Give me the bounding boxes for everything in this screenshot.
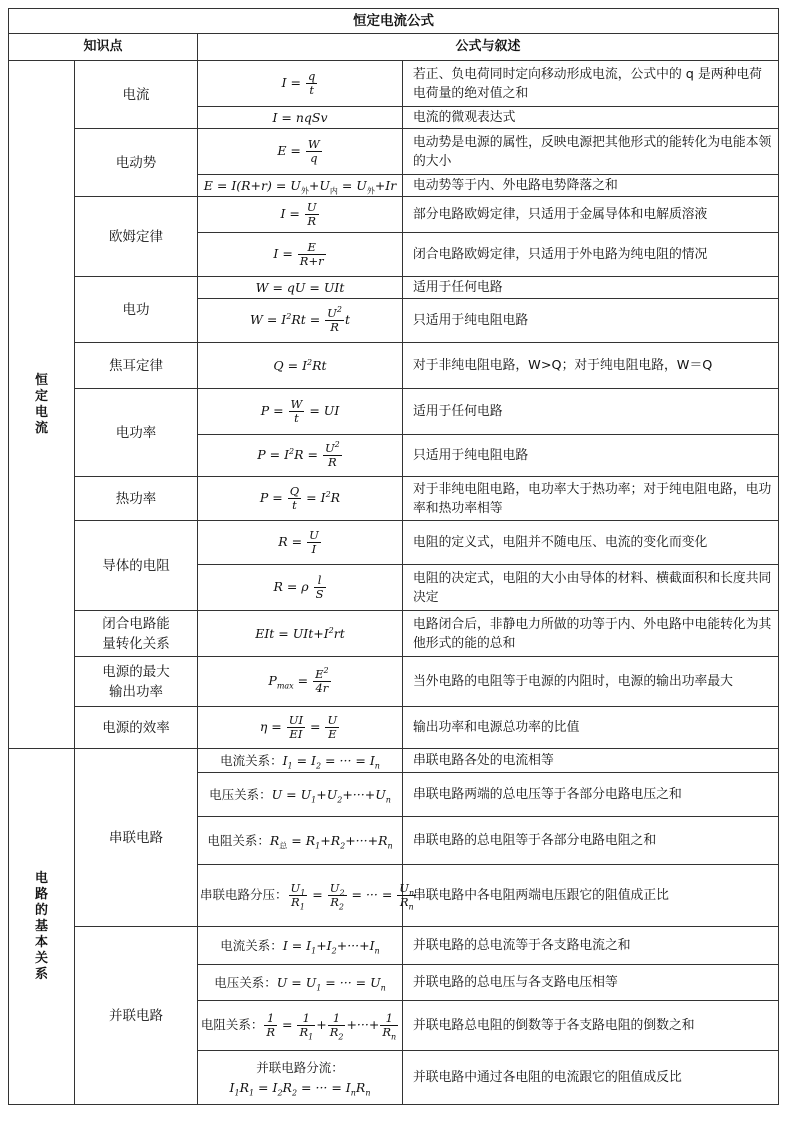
description: 电动势是电源的属性，反映电源把其他形式的能转化为电能本领的大小 [403,129,779,175]
description: 电阻的决定式，电阻的大小由导体的材料、横截面积和长度共同决定 [403,565,779,611]
description: 对于非纯电阻电路，W>Q；对于纯电阻电路，W＝Q [403,343,779,389]
formula: 电流关系：$I = I_1+I_2+\cdot\cdot\cdot+I_n$ [198,927,403,965]
topic-power: 电功率 [75,389,198,477]
table-row [9,707,779,749]
description: 串联电路两端的总电压等于各部分电路电压之和 [403,773,779,817]
formula: EIt = $UIt+I^2rt$ [198,611,403,657]
topic-series-circuit: 串联电路 [75,749,198,927]
formula: I = $\frac{q}{t}$ [198,61,403,107]
formula-sheet [8,8,778,1105]
formula: 电压关系：$U = U_1$ = ··· = $U_n$ [198,965,403,1001]
table-row [9,389,779,435]
formula: 电阻关系：$R_总 = R_1+R_2+\cdot\cdot\cdot+R_n$ [198,817,403,865]
formula: 电阻关系： $\frac{1}{R}$ = $\frac{1}{R_1}$ + $\frac{1}{R_2}$ +···+ $\frac{1}{R_n}$ [198,1001,403,1051]
formula: W = qU = UIt [198,277,403,299]
description: 串联电路各处的电流相等 [403,749,779,773]
description: 并联电路中通过各电阻的电流跟它的阻值成反比 [403,1051,779,1105]
formula: I = $\frac{U}{R}$ [198,197,403,233]
topic-parallel-circuit: 并联电路 [75,927,198,1105]
formula: I = $\frac{E}{R+r}$ [198,233,403,277]
description: 部分电路欧姆定律，只适用于金属导体和电解质溶液 [403,197,779,233]
formula: P = $\frac{W}{t}$ = UI [198,389,403,435]
group-label-basic-relations: 电 路 的 基 本 关 系 [9,749,75,1105]
description: 适用于任何电路 [403,389,779,435]
description: 若正、负电荷同时定向移动形成电流，公式中的 q 是两种电荷电荷量的绝对值之和 [403,61,779,107]
table-row [9,343,779,389]
description: 适用于任何电路 [403,277,779,299]
description: 并联电路总电阻的倒数等于各支路电阻的倒数之和 [403,1001,779,1051]
group-label-constant-current: 恒 定 电 流 [9,61,75,749]
formula: $P_{max}$ = $\frac{E^2}{4r}$ [198,657,403,707]
topic-closed-circuit-energy: 闭合电路能 量转化关系 [75,611,198,657]
formula: $E = I(R+r) = U_外+U_内 = U_外+Ir$ [198,175,403,197]
table-row [9,61,779,107]
formula: R = ρ $\frac{l}{S}$ [198,565,403,611]
formula: E = $\frac{W}{q}$ [198,129,403,175]
formula: 电压关系：$U = U_1+U_2+\cdot\cdot\cdot+U_n$ [198,773,403,817]
description: 输出功率和电源总功率的比值 [403,707,779,749]
topic-resistance: 导体的电阻 [75,521,198,611]
topic-heat-power: 热功率 [75,477,198,521]
description: 串联电路中各电阻两端电压跟它的阻值成正比 [403,865,779,927]
description: 只适用于纯电阻电路 [403,435,779,477]
formula: P = $\frac{Q}{t}$ = $I^2R$ [198,477,403,521]
topic-emf: 电动势 [75,129,198,197]
description: 只适用于纯电阻电路 [403,299,779,343]
topic-work: 电功 [75,277,198,343]
topic-max-output-power: 电源的最大 输出功率 [75,657,198,707]
table-row [9,657,779,707]
description: 并联电路的总电流等于各支路电流之和 [403,927,779,965]
topic-ohm-law: 欧姆定律 [75,197,198,277]
table-row [9,129,779,175]
table-row [9,749,779,773]
topic-joule-law: 焦耳定律 [75,343,198,389]
description: 对于非纯电阻电路，电功率大于热功率；对于纯电阻电路，电功率和热功率相等 [403,477,779,521]
table-title: 恒定电流公式 [9,9,779,34]
formula: 并联电路分流： $I_1R_1 = I_2R_2$ = ··· = $I_nR_n$ [198,1051,403,1105]
description: 电流的微观表达式 [403,107,779,129]
table-row [9,927,779,965]
formula: I = nqSv [198,107,403,129]
description: 电路闭合后，非静电力所做的功等于内、外电路中电能转化为其他形式的能的总和 [403,611,779,657]
table-row [9,521,779,565]
description: 串联电路的总电阻等于各部分电路电阻之和 [403,817,779,865]
formula: η = $\frac{UI}{EI}$ = $\frac{U}{E}$ [198,707,403,749]
topic-efficiency: 电源的效率 [75,707,198,749]
description: 电阻的定义式，电阻并不随电压、电流的变化而变化 [403,521,779,565]
formula: 串联电路分压： $\frac{U_1}{R_1}$ = $\frac{U_2}{R_2}$ = ··· = $\frac{U_n}{R_n}$ [198,865,403,927]
header-topic: 知识点 [9,34,198,61]
formula: $P = I^2R$ = $\frac{U^2}{R}$ [198,435,403,477]
formula: 电流关系：$I_1 = I_2$ = ··· = $I_n$ [198,749,403,773]
description: 当外电路的电阻等于电源的内阻时，电源的输出功率最大 [403,657,779,707]
formula: $Q = I^2Rt$ [198,343,403,389]
description: 并联电路的总电压与各支路电压相等 [403,965,779,1001]
formula: R = $\frac{U}{I}$ [198,521,403,565]
table-row [9,611,779,657]
description: 闭合电路欧姆定律，只适用于外电路为纯电阻的情况 [403,233,779,277]
formula-table [8,8,779,1105]
formula: $W = I^2Rt$ = $\frac{U^2}{R}$ t [198,299,403,343]
table-row [9,477,779,521]
header-formula-desc: 公式与叙述 [198,34,779,61]
description: 电动势等于内、外电路电势降落之和 [403,175,779,197]
table-row [9,197,779,233]
topic-current: 电流 [75,61,198,129]
table-row [9,277,779,299]
